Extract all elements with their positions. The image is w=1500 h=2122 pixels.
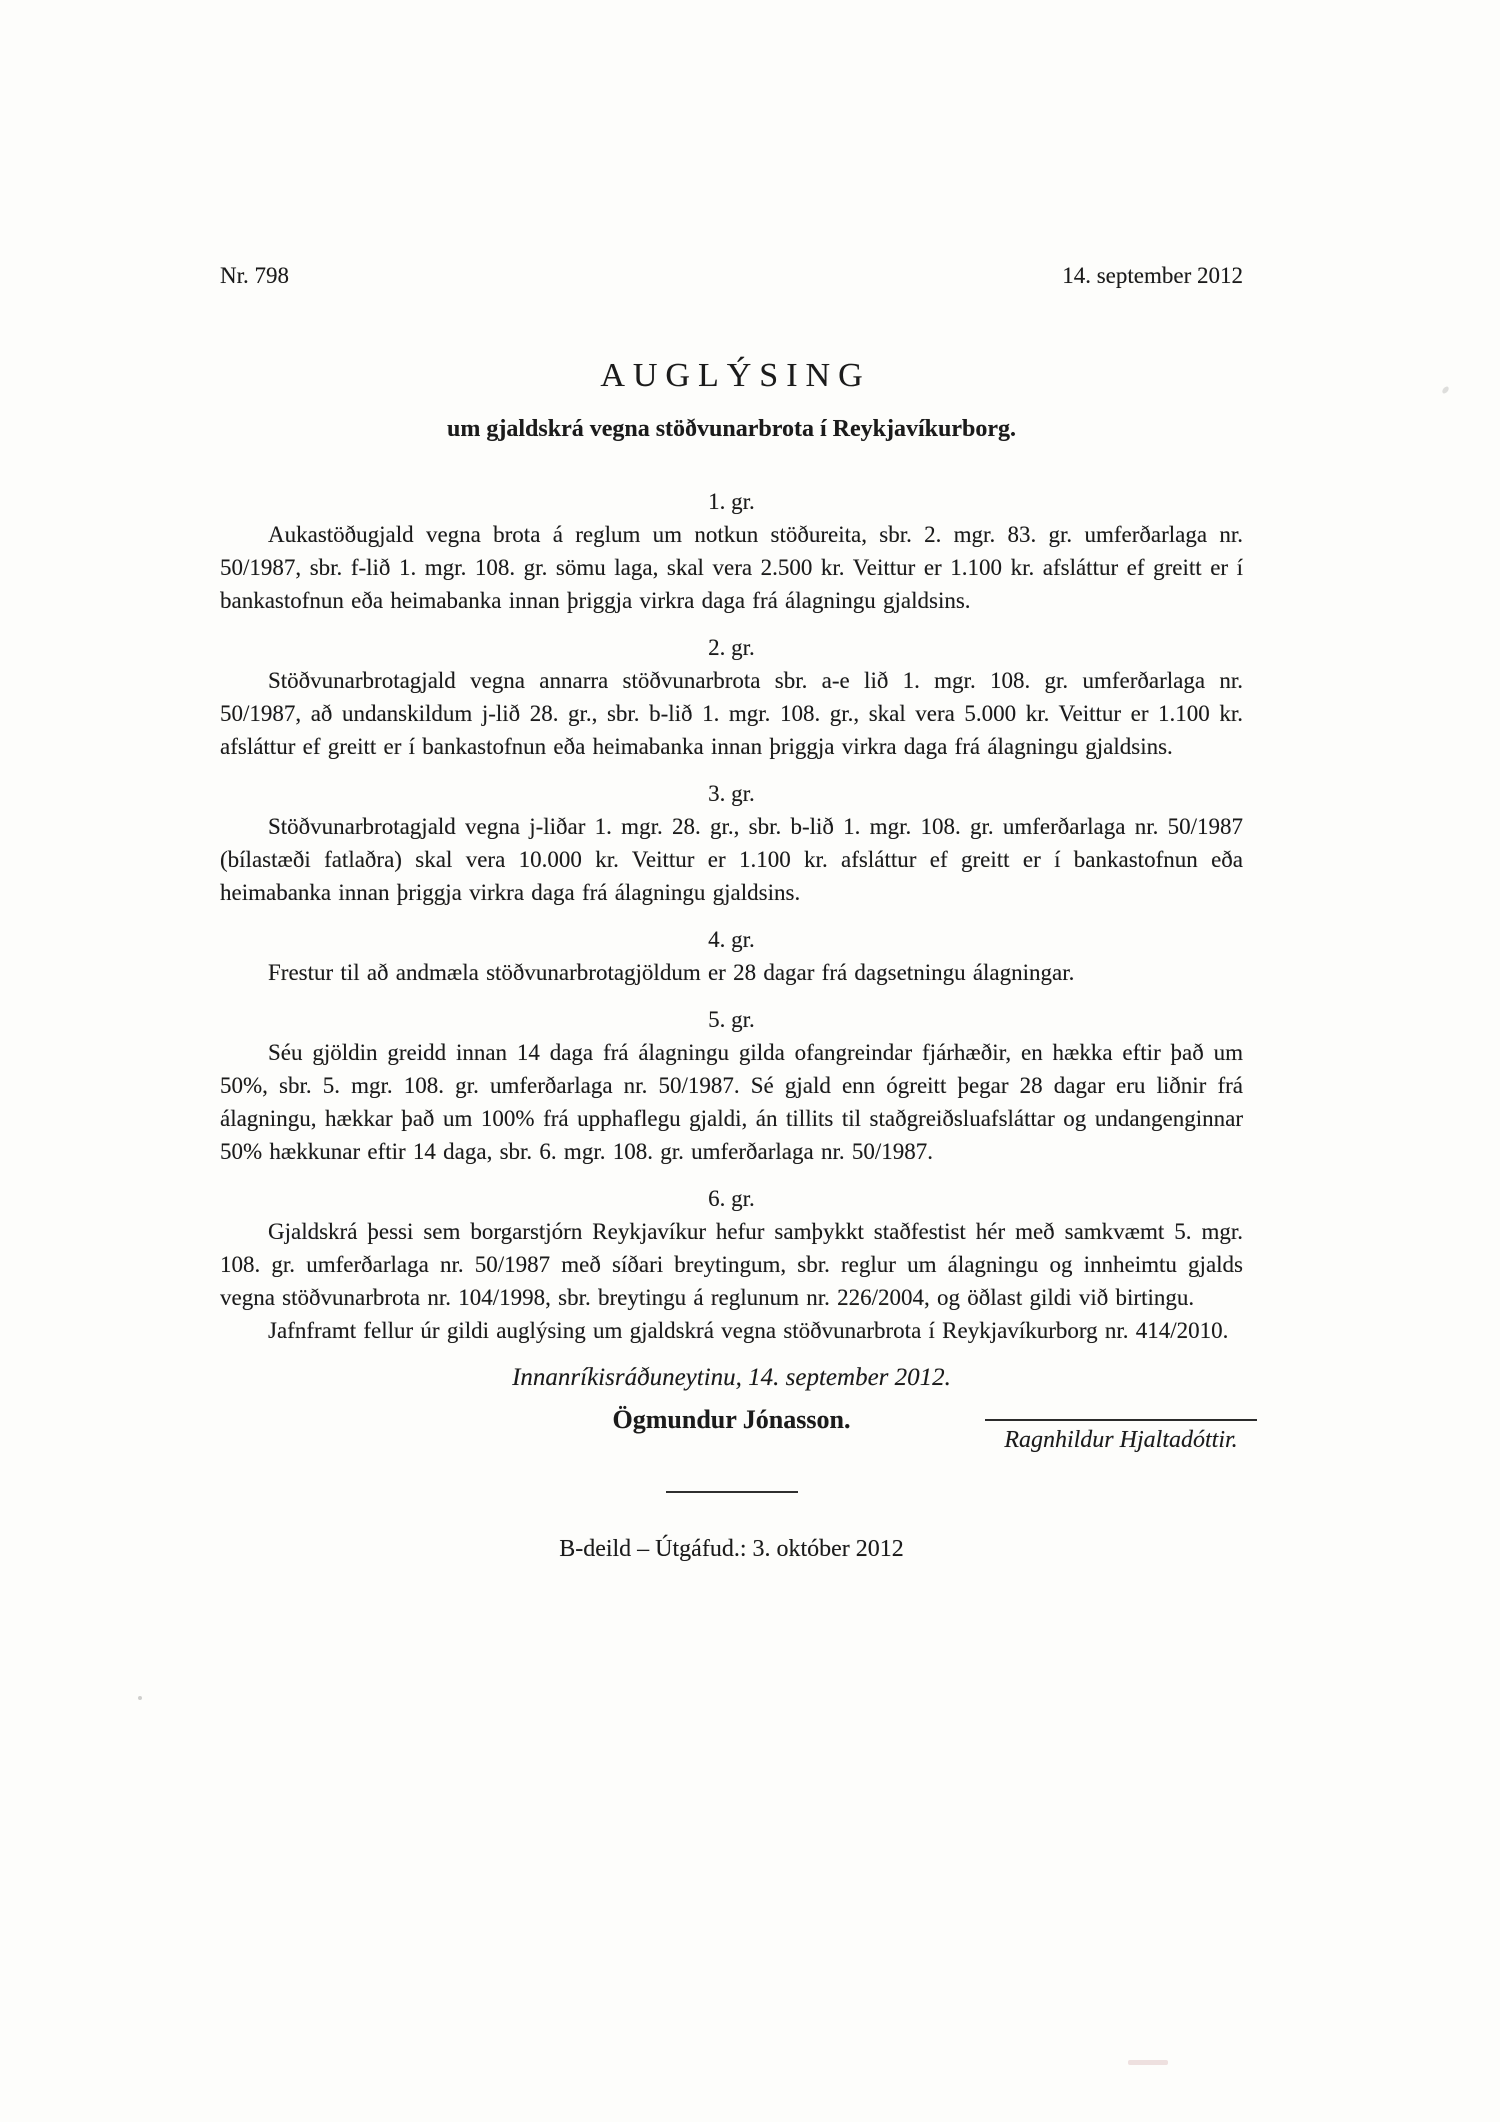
article-3 xyxy=(220,777,1243,909)
article-2-paragraph: Stöðvunarbrotagjald vegna annarra stöðvunarbrota sbr. a-e lið 1. mgr. 108. gr. umferðarlaga nr. 50/1987, að undanskildum j-lið 28. gr., sbr. b-lið 1. mgr. 108. gr., skal vera 5.000 kr. Veittur er 1.100 kr. afsláttur ef greitt er í bankastofnun eða heimabanka innan þriggja virkra daga frá álagningu gjaldsins. xyxy=(220,668,1243,759)
article-4 xyxy=(220,923,1243,989)
signoff-place-date: Innanríkisráðuneytinu, 14. september 2012. xyxy=(512,1364,951,1391)
document-title: AUGLÝSING xyxy=(600,357,871,394)
article-4-paragraph: Frestur til að andmæla stöðvunarbrotagjöldum er 28 dagar frá dagsetningu álagningar. xyxy=(268,960,1075,985)
article-6 xyxy=(220,1182,1243,1347)
document-subtitle: um gjaldskrá vegna stöðvunarbrota í Reykjavíkurborg. xyxy=(447,416,1016,442)
document-header xyxy=(220,262,1243,290)
article-5-heading: 5. gr. xyxy=(708,1007,755,1032)
signature-line xyxy=(985,1419,1257,1421)
article-2 xyxy=(220,631,1243,763)
section-divider-line xyxy=(666,1491,798,1493)
article-6-paragraph-2: Jafnframt fellur úr gildi auglýsing um gjaldskrá vegna stöðvunarbrota í Reykjavíkurborg nr. 414/2010. xyxy=(268,1318,1229,1343)
scan-artifact xyxy=(1441,385,1450,394)
signoff-secretary-name: Ragnhildur Hjaltadóttir. xyxy=(1004,1427,1238,1453)
article-3-paragraph: Stöðvunarbrotagjald vegna j-liðar 1. mgr. 28. gr., sbr. b-lið 1. mgr. 108. gr. umferðarlaga nr. 50/1987 (bílastæði fatlaðra) skal vera 10.000 kr. Veittur er 1.100 kr. afsláttur ef greitt er í bankastofnun eða heimabanka innan þriggja virkra daga frá álagningu gjaldsins. xyxy=(220,814,1243,905)
article-5-paragraph: Séu gjöldin greidd innan 14 daga frá álagningu gilda ofangreindar fjárhæðir, en hækka eftir það um 50%, sbr. 5. mgr. 108. gr. umferðarlaga nr. 50/1987. Sé gjald enn ógreitt þegar 28 dagar eru liðnir frá álagningu, hækkar það um 100% frá upphaflegu gjaldi, án tillits til staðgreiðsluafsláttar og undangenginnar 50% hækkunar eftir 14 daga, sbr. 6. mgr. 108. gr. umferðarlaga nr. 50/1987. xyxy=(220,1040,1243,1164)
article-5 xyxy=(220,1003,1243,1168)
document-date: 14. september 2012 xyxy=(1062,263,1243,288)
signoff-minister-name: Ögmundur Jónasson. xyxy=(612,1405,851,1434)
article-6-paragraph-1: Gjaldskrá þessi sem borgarstjórn Reykjavíkur hefur samþykkt staðfestist hér með samkvæmt 5. mgr. 108. gr. umferðarlaga nr. 50/1987 með síðari breytingum, sbr. reglur um álagningu og innheimtu gjalds vegna stöðvunarbrota nr. 104/1998, sbr. breytingu á reglunum nr. 226/2004, og öðlast gildi við birtingu. xyxy=(220,1219,1243,1310)
scan-artifact xyxy=(1128,2060,1168,2065)
article-1 xyxy=(220,485,1243,617)
scan-artifact xyxy=(138,1696,142,1700)
article-6-heading: 6. gr. xyxy=(708,1186,755,1211)
article-4-heading: 4. gr. xyxy=(708,927,755,952)
article-1-heading: 1. gr. xyxy=(708,489,755,514)
signoff-countersignature-block xyxy=(985,1419,1257,1455)
article-3-heading: 3. gr. xyxy=(708,781,755,806)
article-2-heading: 2. gr. xyxy=(708,635,755,660)
publication-info: B-deild – Útgáfud.: 3. október 2012 xyxy=(559,1536,904,1562)
document-number: Nr. 798 xyxy=(220,263,289,288)
article-1-paragraph: Aukastöðugjald vegna brota á reglum um notkun stöðureita, sbr. 2. mgr. 83. gr. umferðarlaga nr. 50/1987, sbr. f-lið 1. mgr. 108. gr. sömu laga, skal vera 2.500 kr. Veittur er 1.100 kr. afsláttur ef greitt er í bankastofnun eða heimabanka innan þriggja virkra daga frá álagningu gjaldsins. xyxy=(220,522,1243,613)
